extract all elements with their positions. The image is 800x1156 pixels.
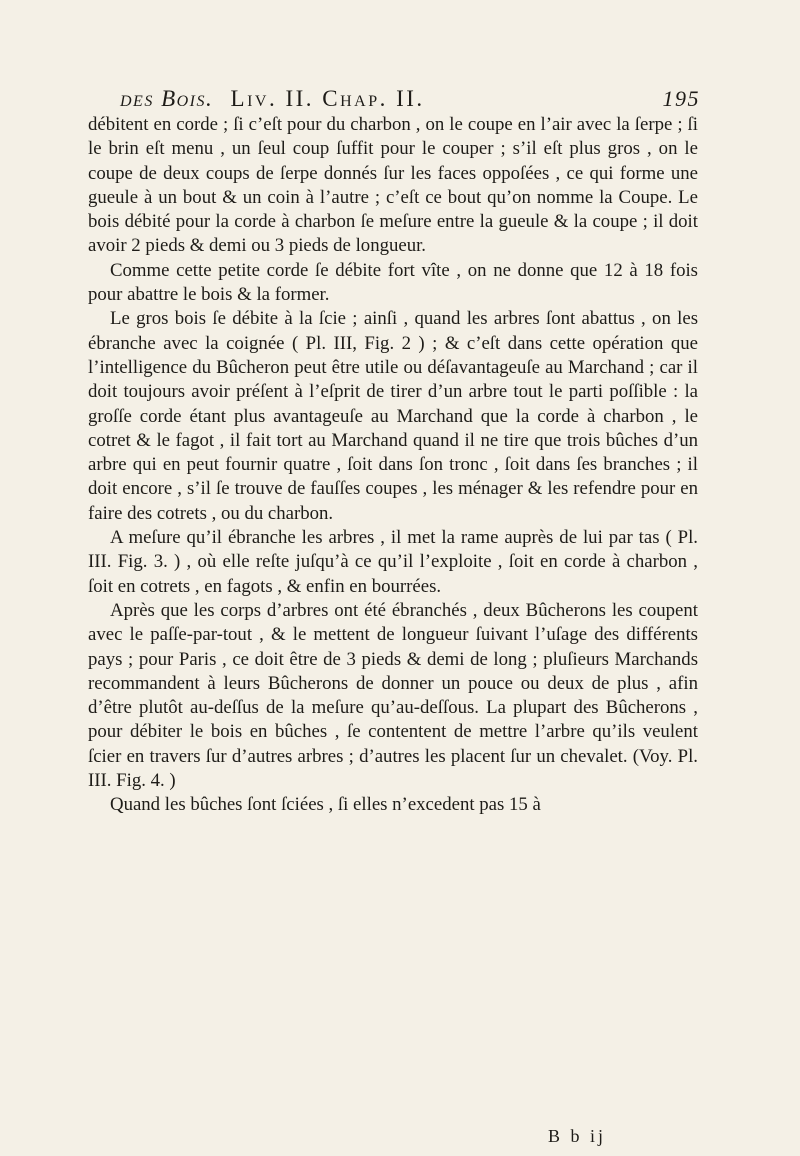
body-text bbox=[88, 113, 698, 818]
running-head-chapter: Liv. II. Chap. II. bbox=[230, 86, 425, 111]
signature-mark: B b ij bbox=[548, 1126, 607, 1146]
paragraph-1: débitent en corde ; ſi c’eſt pour du charbon , on le coupe en l’air avec la ſerpe ; ſi le brin eſt menu , un ſeul coup ſuffit pour le couper ; s’il eſt plus gros , on le coupe de deux coups de ſerpe donnés ſur les faces oppoſées , ce qui forme une gueule à un bout & un coin à l’autre ; c’eſt ce bout qu’on nomme la Coupe. Le bois débité pour la corde à charbon ſe meſure entre la gueule & la coupe ; il doit avoir 2 pieds & demi ou 3 pieds de longueur. bbox=[88, 114, 698, 257]
paragraph-6: Quand les bûches ſont ſciées , ſi elles n’excedent pas 15 à bbox=[110, 794, 541, 816]
running-head bbox=[120, 86, 700, 116]
page-number: 195 bbox=[662, 86, 700, 111]
running-head-section: des Bois. bbox=[120, 86, 214, 111]
paragraph-5: Après que les corps d’arbres ont été ébranchés , deux Bûcherons les coupent avec le paſſe-par-tout , & le mettent de longueur ſuivant l’uſage des différents pays ; pour Paris , ce doit être de 3 pieds & demi de long ; pluſieurs Marchands recommandent à leurs Bûcherons de donner un pouce ou deux de plus , afin d’être plutôt au-deſſus de la meſure qu’au-deſſous. La plupart des Bûcherons , pour débiter le bois en bûches , ſe contentent de mettre l’arbre qu’ils veulent ſcier en travers ſur d’autres arbres ; d’autres les placent ſur un chevalet. (Voy. Pl. III. Fig. 4. ) bbox=[88, 599, 698, 792]
paragraph-2: Comme cette petite corde ſe débite fort vîte , on ne donne que 12 à 18 fois pour abattre le bois & la former. bbox=[88, 259, 698, 306]
paragraph-3: Le gros bois ſe débite à la ſcie ; ainſi , quand les arbres ſont abattus , on les ébranche avec la coignée ( Pl. III, Fig. 2 ) ; & c’eſt dans cette opération que l’intelligence du Bûcheron peut être utile ou déſavantageuſe au Marchand ; car il doit toujours avoir préſent à l’eſprit de tirer d’un arbre tout le parti poſſible : la groſſe corde étant plus avantageuſe au Marchand que la corde à charbon , le cotret & le fagot , il fait tort au Marchand quand il ne tire que trois bûches d’un arbre qui en peut fournir quatre , ſoit dans ſon tronc , ſoit dans ſes branches ; il doit encore , s’il ſe trouve de fauſſes coupes , les ménager & les refendre pour en faire des cotrets , ou du charbon. bbox=[88, 308, 698, 524]
paragraph-4: A meſure qu’il ébranche les arbres , il met la rame auprès de lui par tas ( Pl. III. Fig. 3. ) , où elle reſte juſqu’à ce qu’il l’exploite , ſoit en corde à charbon , ſoit en cotrets , en fagots , & enfin en bourrées. bbox=[88, 527, 698, 597]
